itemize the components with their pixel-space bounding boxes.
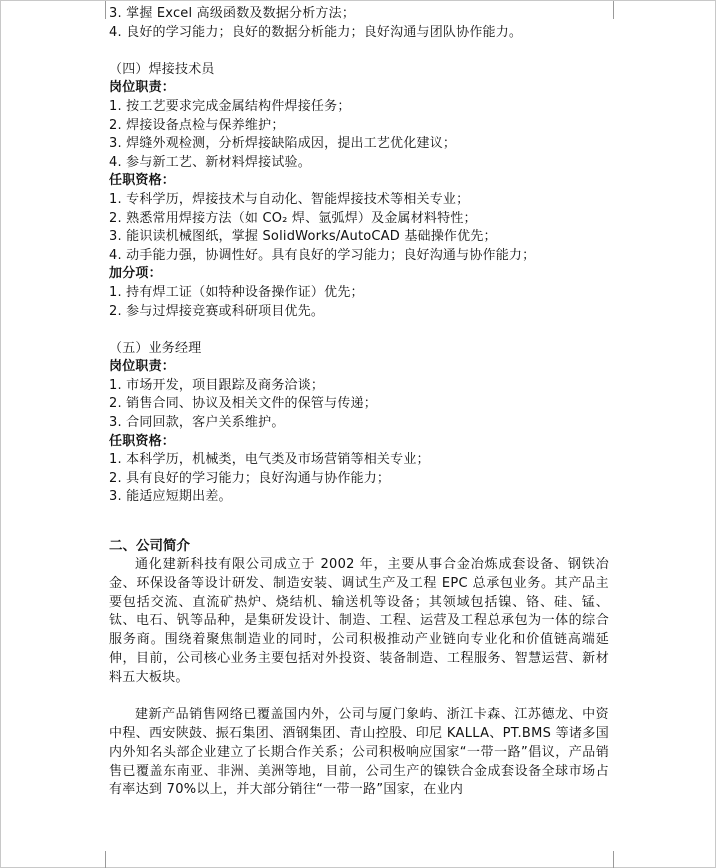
section-title-company: 二、公司简介 <box>109 538 190 555</box>
list-item: 2. 熟悉常用焊接方法（如 CO₂ 焊、氩弧焊）及金属材料特性； <box>109 210 477 226</box>
crop-mark-bottom-left <box>87 851 106 868</box>
list-item: 3. 掌握 Excel 高级函数及数据分析方法； <box>109 6 356 21</box>
list-item: 4. 动手能力强，协调性好。具有良好的学习能力；良好沟通与协作能力； <box>109 247 536 263</box>
list-item: 2. 参与过焊接竞赛或科研项目优先。 <box>109 303 325 319</box>
list-item: 2. 销售合同、协议及相关文件的保管与传递； <box>109 396 377 412</box>
bonus-label: 加分项： <box>109 266 162 282</box>
list-item: 3. 能适应短期出差。 <box>109 489 232 505</box>
duties-label: 岗位职责： <box>109 359 176 375</box>
crop-mark-top-left <box>87 1 106 19</box>
list-item: 2. 焊接设备点检与保养维护； <box>109 117 285 133</box>
list-item: 3. 能识读机械图纸，掌握 SolidWorks/AutoCAD 基础操作优先； <box>109 229 497 245</box>
list-item: 1. 持有焊工证（如特种设备操作证）优先； <box>109 284 364 300</box>
list-item: 4. 参与新工艺、新材料焊接试验。 <box>109 154 311 170</box>
list-item: 1. 按工艺要求完成金属结构件焊接任务； <box>109 98 351 114</box>
requirements-label: 任职资格： <box>109 433 176 449</box>
list-item: 3. 合同回款，客户关系维护。 <box>109 415 285 431</box>
crop-mark-top-right <box>613 1 632 19</box>
list-item: 1. 市场开发，项目跟踪及商务洽谈； <box>109 377 325 393</box>
company-paragraph-2: 建新产品销售网络已覆盖国内外，公司与厦门象屿、浙江卡森、江苏德龙、中资中程、西安陕鼓、振石集团、酒钢集团、青山控股、印尼 KALLA、PT.BMS 等诸多国内外知名头部企业建立了长期合作关系；公司积极响应国家“一带一路”倡议，产品销售已覆盖东南亚、非洲、美洲等地，目前，公司生产的镍铁合金成套设备全球市场占有率达到 70%以上，并大部分销往“一带一路”国家，在业内 <box>109 707 609 798</box>
crop-mark-bottom-right <box>613 851 632 868</box>
duties-label: 岗位职责： <box>109 80 176 96</box>
list-item: 4. 良好的学习能力；良好的数据分析能力；良好沟通与团队协作能力。 <box>109 24 523 40</box>
list-item: 1. 专科学历，焊接技术与自动化、智能焊接技术等相关专业； <box>109 191 470 207</box>
list-item: 1. 本科学历，机械类，电气类及市场营销等相关专业； <box>109 452 430 468</box>
list-item: 3. 焊缝外观检测，分析焊接缺陷成因，提出工艺优化建议； <box>109 136 457 152</box>
requirements-label: 任职资格： <box>109 173 176 189</box>
list-item: 2. 具有良好的学习能力；良好沟通与协作能力； <box>109 470 391 486</box>
document-body <box>109 5 609 800</box>
company-paragraph-1: 通化建新科技有限公司成立于 2002 年，主要从事合金冶炼成套设备、钢铁冶金、环保设备等设计研发、制造安装、调试生产及工程 EPC 总承包业务。其产品主要包括交流、直流矿热炉、烧结机、输送机等设备；其领域包括镍、铬、硅、锰、钛、电石、钒等品种，是集研发设计、制造、工程、运营及工程总承包为一体的综合服务商。围绕着聚焦制造业的同时，公司积极推动产业链向专业化和价值链高端延伸，目前，公司核心业务主要包括对外投资、装备制造、工程服务、智慧运营、新材料五大板块。 <box>109 557 609 685</box>
job-heading-welder: （四）焊接技术员 <box>109 61 215 77</box>
job-heading-manager: （五）业务经理 <box>109 340 202 356</box>
